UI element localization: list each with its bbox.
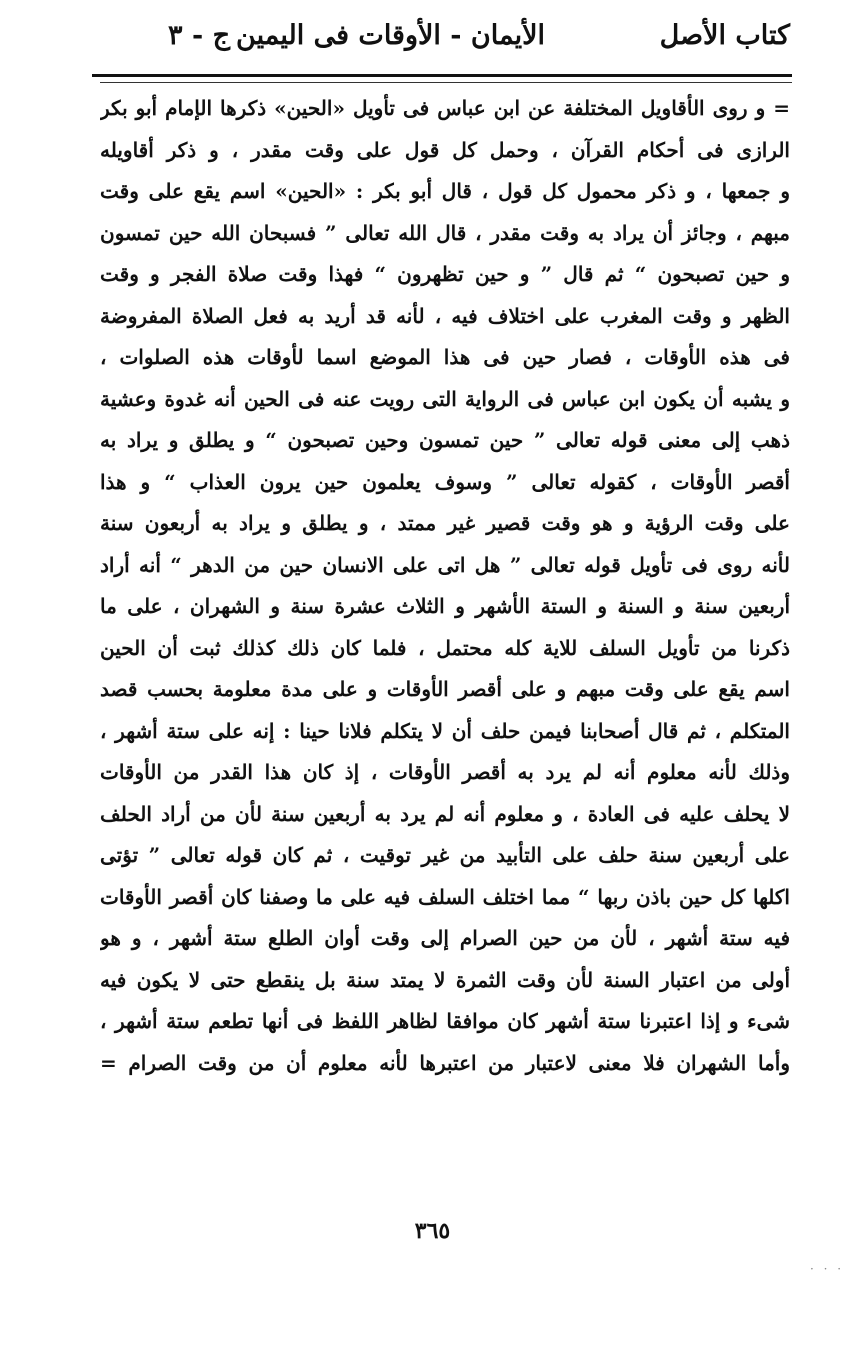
text-line: لأنه روى فى تأويل قوله تعالى ” هل اتى على الانسان حين من الدهر “ أنه أراد (100, 552, 790, 577)
chapter-title: الأيمان - الأوقات فى اليمين (236, 20, 545, 51)
text-line: وأما الشهران فلا معنى لاعتبار من اعتبرها لأنه معلوم أن من وقت الصرام = (100, 1050, 790, 1075)
text-line: و جمعها ، و ذكر محمول كل قول ، قال أبو بكر : «الحين» اسم يقع على وقت (100, 179, 790, 203)
text-line: اسم يقع على وقت مبهم و على أقصر الأوقات و على مدة معلومة بحسب قصد (100, 677, 790, 701)
text-line: الرازى فى أحكام القرآن ، وحمل كل قول على وقت مقدر ، و ذكر أقاويله (100, 137, 790, 162)
text-line: فيه ستة أشهر ، لأن من حين الصرام إلى وقت أوان الطلع ستة أشهر ، و هو (100, 926, 790, 950)
text-line: شىء و إذا اعتبرنا ستة أشهر كان موافقا لظاهر اللفظ فى أنها تطعم ستة أشهر ، (100, 1009, 790, 1033)
footnote-text-block (100, 88, 790, 1084)
scan-edge-dots: · · · (810, 1262, 845, 1276)
text-line: فى هذه الأوقات ، فصار حين فى هذا الموضع اسما لأوقات هذه الصلوات ، (100, 345, 790, 369)
text-line: ذكرنا من تأويل السلف للاية كله محتمل ، فلما كان ذلك كذلك ثبت أن الحين (100, 635, 790, 660)
book-title: كتاب الأصل (659, 20, 790, 51)
page-number: ٣٦٥ (414, 1218, 451, 1244)
text-line: وذلك لأنه معلوم أنه لم يرد به أقصر الأوقات ، إذ كان هذا القدر من الأوقات (100, 760, 790, 784)
text-line: الظهر و وقت المغرب على اختلاف فيه ، لأنه قد أريد به فعل الصلاة المفروضة (100, 303, 790, 328)
text-line: = و روى الأقاويل المختلفة عن ابن عباس فى تأويل «الحين» ذكرها الإمام أبو بكر (100, 96, 790, 120)
text-line: و يشبه أن يكون ابن عباس فى الرواية التى رويت عنه فى الحين أنه غدوة وعشية (100, 386, 790, 411)
volume-number: ج - ٣ (168, 20, 230, 51)
text-line: أولى من اعتبار السنة لأن وقت الثمرة لا يمتد سنة بل ينقطع حتى لا يكون فيه (100, 967, 790, 992)
text-line: أربعين سنة و السنة و الستة الأشهر و الثلاث عشرة سنة و الشهران ، على ما (100, 594, 790, 618)
text-line: المتكلم ، ثم قال أصحابنا فيمن حلف أن لا يتكلم فلانا حينا : إنه على ستة أشهر ، (100, 718, 790, 743)
header-rule-thick (92, 74, 792, 77)
running-header (95, 10, 790, 70)
text-line: على أربعين سنة حلف على التأبيد من غير توقيت ، ثم كان قوله تعالى ” تؤتى (100, 843, 790, 867)
text-line: مبهم ، وجائز أن يراد به وقت مقدر ، قال الله تعالى ” فسبحان الله حين تمسون (100, 220, 790, 245)
text-line: ذهب إلى معنى قوله تعالى ” حين تمسون وحين تصبحون “ و يطلق و يراد به (100, 428, 790, 452)
text-line: لا يحلف عليه فى العادة ، و معلوم أنه لم يرد به أربعين سنة لأن من أراد الحلف (100, 801, 790, 826)
header-rule-thin (100, 82, 792, 83)
text-line: أقصر الأوقات ، كقوله تعالى ” وسوف يعلمون حين يرون العذاب “ و هذا (100, 469, 790, 494)
text-line: على وقت الرؤية و هو وقت قصير غير ممتد ، و يطلق و يراد به أربعون سنة (100, 511, 790, 535)
text-line: و حين تصبحون “ ثم قال ” و حين تظهرون “ فهذا وقت صلاة الفجر و وقت (100, 262, 790, 286)
text-line: اكلها كل حين باذن ربها “ مما اختلف السلف فيه على ما وصفنا كان أقصر الأوقات (100, 884, 790, 909)
